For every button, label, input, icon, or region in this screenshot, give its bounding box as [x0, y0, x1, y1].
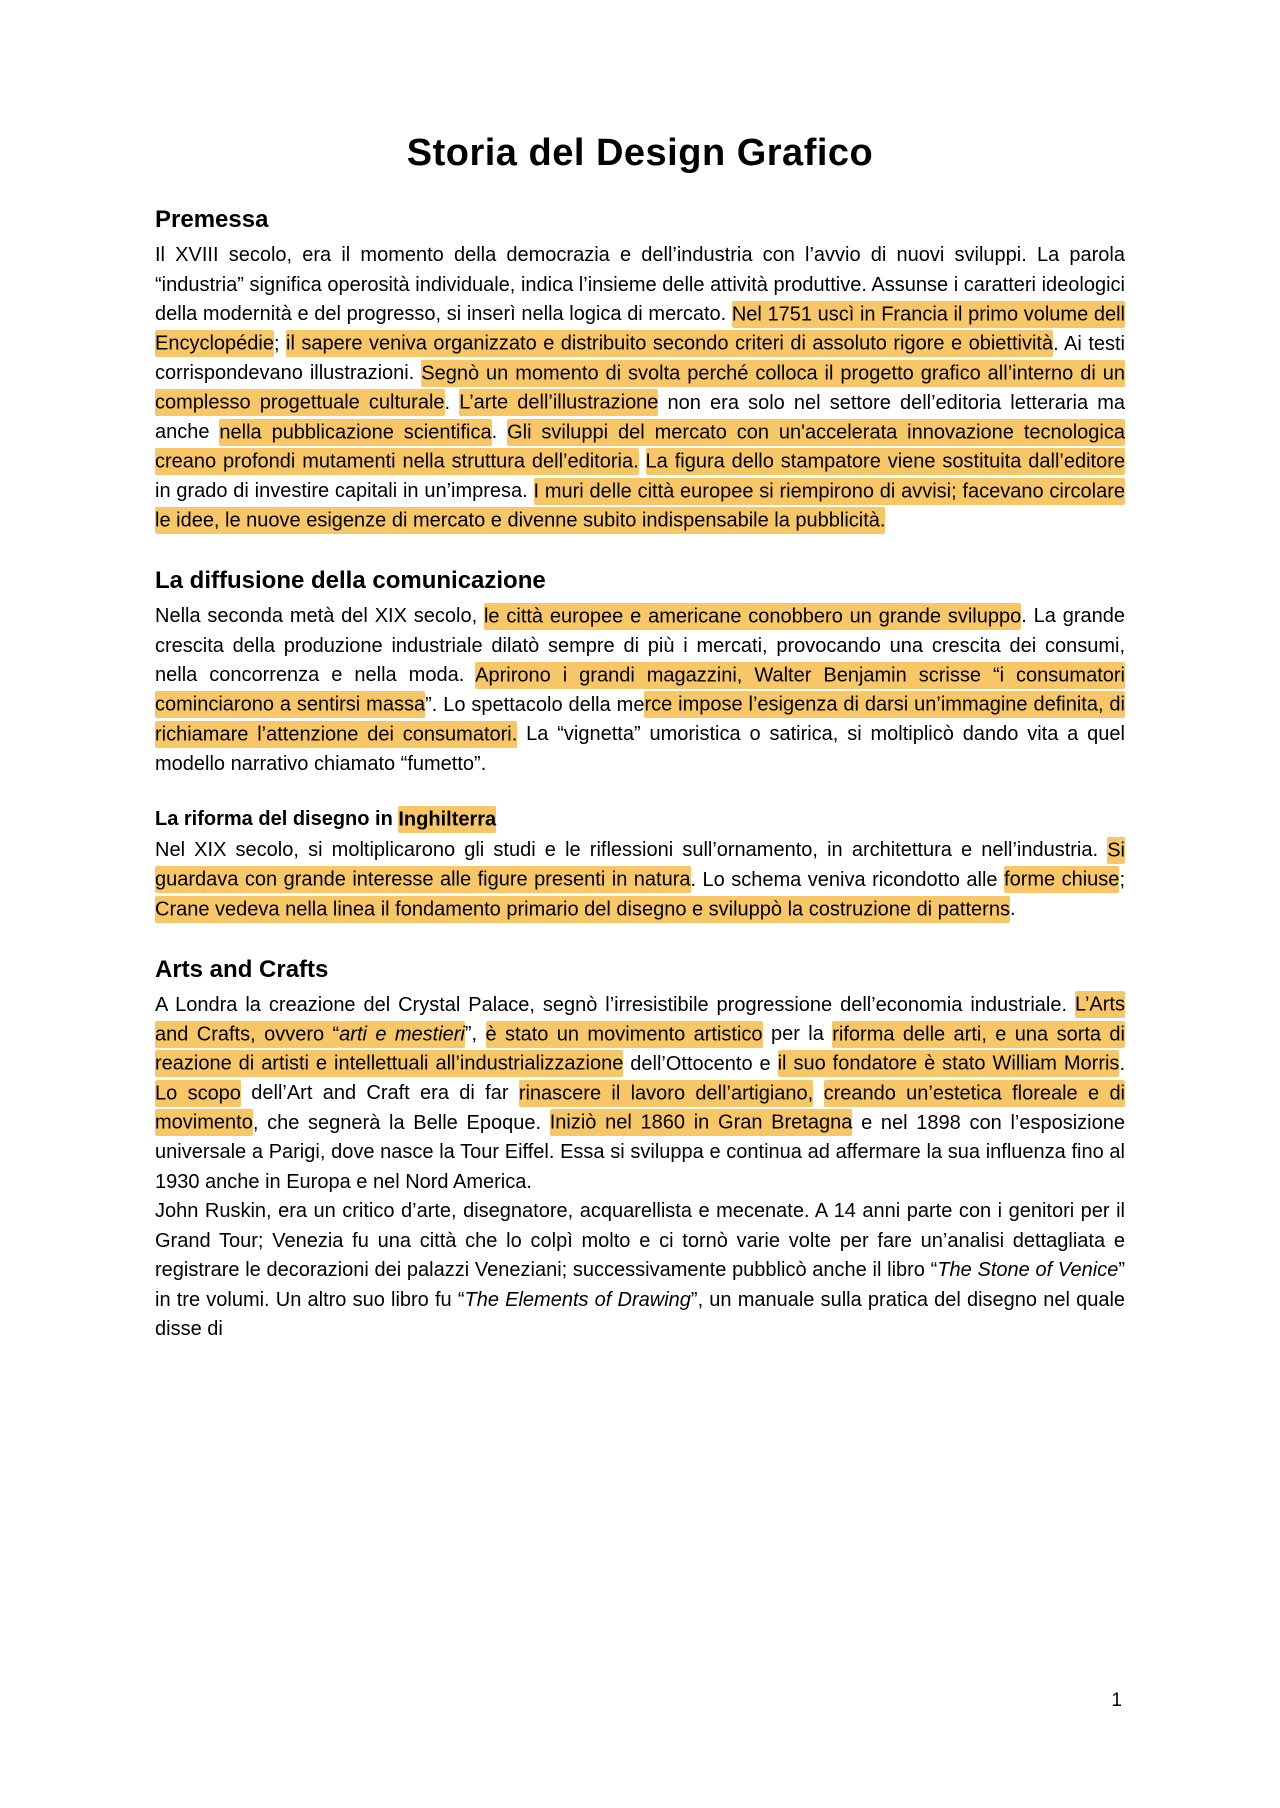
paragraph	[155, 1197, 1125, 1345]
highlighted-text: è stato un movimento artistico	[486, 1021, 763, 1048]
text-run: ”,	[464, 1023, 486, 1045]
highlighted-text: rinascere il lavoro dell’artigiano,	[519, 1080, 813, 1107]
text-run: The Elements of Drawing	[464, 1288, 691, 1311]
document-title: Storia del Design Grafico	[406, 132, 874, 174]
highlighted-text: le città europee e americane conobbero un grande sviluppo	[484, 603, 1021, 630]
section-heading	[155, 206, 1125, 234]
text-run: Arts and Crafts	[155, 955, 329, 983]
highlighted-text: il sapere veniva organizzato e distribuito secondo criteri di assoluto rigore e obiettività	[286, 330, 1053, 357]
text-run: The Stone of Venice	[937, 1259, 1119, 1281]
text-run: Premessa	[155, 206, 269, 233]
highlighted-text: riforma delle arti, e una sorta di reazione di artisti e intellettuali all’industrializzazione	[155, 1021, 1125, 1078]
text-run: dell’Art and Craft era di far	[240, 1082, 519, 1104]
text-run: .	[1009, 898, 1016, 920]
text-run: ;	[1119, 868, 1125, 891]
text-run: Nella seconda metà del XIX secolo,	[155, 605, 484, 627]
text-run: .	[491, 421, 508, 443]
paragraph	[155, 991, 1125, 1198]
highlighted-text: L’Arts and Crafts, ovvero “	[155, 991, 1125, 1048]
section-heading	[155, 956, 1125, 984]
section-heading	[155, 567, 1125, 595]
text-run: Il XVIII secolo, era il momento della democrazia e dell’industria con l’avvio di nuovi sviluppi. La parola “industria” significa operosità individuale, indica l’insieme delle attività produttive. Assunse i caratteri ideologici della modernità e del progresso, si inserì nella logica di mercato.	[155, 244, 1125, 325]
highlighted-text: creando un’estetica floreale e di movimento	[155, 1080, 1125, 1137]
text-run: La riforma del disegno in	[155, 808, 399, 830]
highlighted-text: Nel 1751 uscì in Francia il primo volume dell Encyclopédie	[155, 301, 1125, 358]
text-run: ”, un manuale sulla pratica del disegno nel quale disse di	[155, 1288, 1126, 1340]
text-run: Nel XIX secolo, si moltiplicarono gli studi e le riflessioni sull’ornamento, in architettura e nell’industria.	[155, 839, 1108, 861]
highlighted-text: Segnò un momento di svolta perché colloca il progetto grafico all’interno di un complesso progettuale culturale	[155, 360, 1125, 417]
paragraph	[155, 602, 1125, 779]
highlighted-text: nella pubblicazione scientifica	[219, 419, 491, 446]
highlighted-text: Crane vedeva nella linea il fondamento primario del disegno e sviluppò la costruzione di patterns	[155, 896, 1010, 923]
text-run: La diffusione della comunicazione	[155, 567, 546, 594]
highlighted-text: arti e mestieri	[339, 1021, 465, 1048]
text-run: ”. Lo spettacolo della me	[425, 693, 645, 716]
text-run: . Ai testi corrispondevano illustrazioni.	[155, 332, 1125, 384]
text-run: John Ruskin, era un critico d’arte, disegnatore, acquarellista e mecenate. A 14 anni parte con i genitori per il Grand Tour; Venezia fu una città che lo colpì molto e ci tornò varie volte per fare un’analisi dettagliata e registrare le decorazioni dei palazzi Veneziani; successivamente pubblicò anche il libro “	[155, 1200, 1125, 1281]
paragraph	[155, 241, 1125, 536]
text-run: dell’Ottocento e	[623, 1052, 778, 1075]
text-run: in grado di investire capitali in un’impresa.	[155, 480, 534, 502]
text-run: , che segnerà la Belle Epoque.	[252, 1111, 550, 1134]
highlighted-text: La figura dello stampatore viene sostituita dall’editore	[646, 448, 1125, 475]
text-run: . Lo schema veniva ricondotto alle	[690, 868, 1005, 891]
section-heading	[155, 808, 1125, 831]
page-number: 1	[1111, 1690, 1122, 1711]
text-run: per la	[762, 1023, 833, 1045]
highlighted-text: Inghilterra	[398, 806, 496, 833]
highlighted-text: L’arte dell’illustrazione	[459, 389, 658, 416]
highlighted-text: Iniziò nel 1860 in Gran Bretagna	[550, 1109, 853, 1136]
highlighted-text: I muri delle città europee si riempirono di avvisi; facevano circolare le idee, le nuove esigenze di mercato e divenne subito indispensabile la pubblicità.	[155, 478, 1125, 535]
highlighted-text: Lo scopo	[155, 1080, 241, 1107]
text-run: .	[1119, 1052, 1125, 1075]
text-run: .	[444, 391, 460, 414]
text-run: ;	[273, 332, 287, 355]
highlighted-text: forme chiuse	[1004, 866, 1119, 893]
text-run: La “vignetta” umoristica o satirica, si moltiplicò dando vita a quel modello narrativo chiamato “fumetto”.	[155, 723, 1125, 775]
text-run	[639, 451, 646, 473]
paragraph	[155, 836, 1125, 925]
document-sections	[155, 206, 1125, 1345]
highlighted-text: rce impose l’esigenza di darsi un’immagine definita, di richiamare l’attenzione dei consumatori.	[155, 691, 1125, 748]
text-run: . La grande crescita della produzione industriale dilatò sempre di più i mercati, provocando una crescita dei consumi, nella concorrenza e nella moda.	[155, 605, 1125, 686]
highlighted-text: il suo fondatore è stato William Morris	[778, 1050, 1120, 1077]
highlighted-text: Aprirono i grandi magazzini, Walter Benjamin scrisse “i consumatori cominciarono a sentirsi massa	[155, 662, 1125, 719]
highlighted-text: Si guardava con grande interesse alle figure presenti in natura	[155, 837, 1125, 894]
text-run: ” in tre volumi. Un altro suo libro fu “	[155, 1259, 1125, 1311]
highlighted-text: Gli sviluppi del mercato con un'accelerata innovazione tecnologica creano profondi mutamenti nella struttura dell’editoria.	[155, 419, 1125, 476]
text-run: non era solo nel settore dell’editoria letteraria ma anche	[155, 391, 1125, 443]
text-run: e nel 1898 con l’esposizione universale a Parigi, dove nasce la Tour Eiffel. Essa si sviluppa e continua ad affermare la sua influenza fino al 1930 anche in Europa e nel Nord America.	[155, 1111, 1125, 1193]
text-run: A Londra la creazione del Crystal Palace, segnò l’irresistibile progressione dell’economia industriale.	[155, 993, 1075, 1016]
text-run	[813, 1082, 823, 1104]
